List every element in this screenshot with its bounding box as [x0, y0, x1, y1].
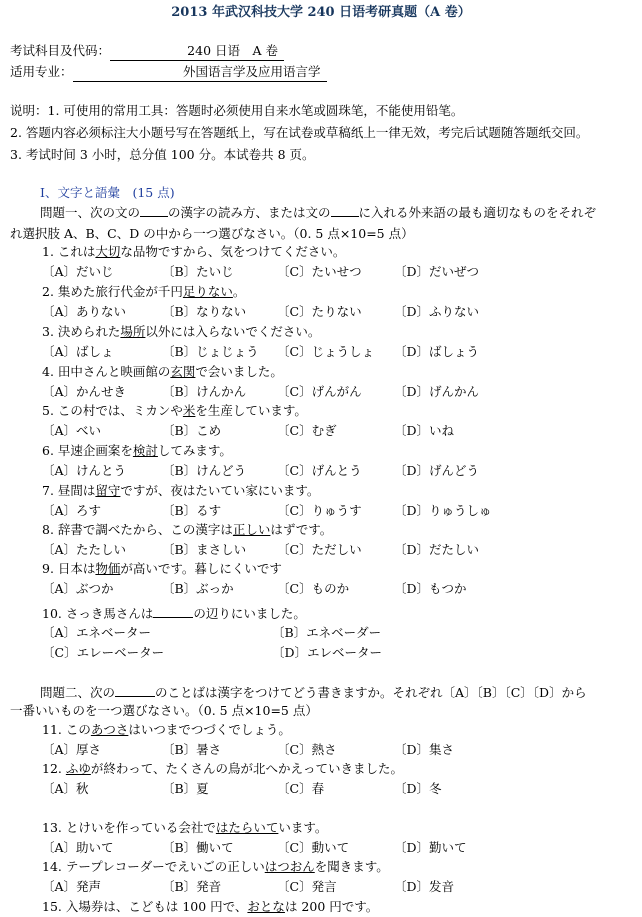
question-stem: [42, 442, 232, 460]
stem-text: 1. これは: [42, 244, 96, 259]
stem-text: 15. 入場券は、こどもは 100 円で、: [42, 899, 248, 914]
answer-option: 〔D〕集さ: [394, 742, 455, 757]
stem-text: います。: [278, 820, 328, 835]
answer-option: 〔B〕たいじ: [162, 264, 234, 279]
answer-option: 〔C〕発言: [277, 879, 337, 894]
underlined-word: ふゆ: [65, 761, 91, 776]
answer-option: 〔C〕たりない: [277, 304, 362, 319]
note-line-2: 2. 答题内容必须标注大小题号写在答题纸上，写在试卷或草稿纸上一律无效，考完后试题随答题纸交回。: [10, 125, 589, 140]
question-stem: [42, 819, 327, 837]
intro-text: に入れる外来語の最も適切なものをそれぞ: [358, 205, 597, 220]
question-stem: [42, 760, 403, 778]
section-2-intro: [40, 684, 587, 702]
question-10-stem: [42, 605, 306, 623]
q10-option-c: 〔C〕エレーベーター: [42, 645, 165, 660]
stem-text: 9. 日本は: [42, 561, 96, 576]
question-stem: [42, 363, 283, 381]
stem-text: 4. 田中さんと映画館の: [42, 364, 171, 379]
stem-text: な品物ですから、気をつけてください。: [120, 244, 346, 259]
major-label: 适用专业：: [10, 64, 73, 79]
stem-text: 14. テープレコーダーでえいごの正しい: [42, 859, 265, 874]
answer-option: 〔B〕なりない: [162, 304, 247, 319]
underlined-word: 米: [182, 403, 196, 418]
q10-option-a: 〔A〕エネベーター: [42, 625, 152, 640]
stem-text: 6. 早速企画案を: [42, 443, 133, 458]
answer-option: 〔C〕げんとう: [277, 463, 362, 478]
underlined-word: 留守: [95, 483, 121, 498]
stem-text: 以外には入らないでください。: [145, 324, 321, 339]
section-1-heading: Ⅰ、文字と語彙 (15 点): [40, 185, 175, 200]
stem-text: で会いました。: [195, 364, 283, 379]
blank-line: [153, 605, 193, 618]
stem-text: 5. この村では、ミカンや: [42, 403, 183, 418]
answer-option: 〔A〕ばしょ: [42, 344, 114, 359]
answer-option: 〔D〕ばしょう: [394, 344, 480, 359]
stem-text: 2. 集めた旅行代金が千円: [42, 284, 183, 299]
answer-option: 〔A〕けんとう: [42, 463, 127, 478]
intro-text: 問題一、次の文の: [40, 205, 141, 220]
answer-option: 〔C〕ただしい: [277, 542, 362, 557]
answer-option: 〔A〕厚さ: [42, 742, 102, 757]
answer-option: 〔C〕りゅうす: [277, 503, 362, 518]
answer-option: 〔B〕まさしい: [162, 542, 247, 557]
subject-line: [10, 42, 284, 61]
stem-text: 10. さっき馬さんは: [42, 606, 154, 621]
answer-option: 〔A〕たたしい: [42, 542, 127, 557]
underlined-word: 正しい: [232, 522, 271, 537]
answer-option: 〔B〕けんどう: [162, 463, 247, 478]
underlined-word: 大切: [95, 244, 121, 259]
answer-option: 〔C〕げんがん: [277, 384, 362, 399]
stem-text: 12.: [42, 761, 66, 776]
stem-text: 11. この: [42, 722, 91, 737]
question-stem: [42, 482, 319, 500]
answer-option: 〔A〕かんせき: [42, 384, 127, 399]
question-stem: [42, 402, 307, 420]
intro-text: のことばは漢字をつけてどう書きますか。それぞれ〔A〕〔B〕〔C〕〔D〕から: [155, 685, 587, 700]
answer-option: 〔D〕だたしい: [394, 542, 480, 557]
blank-line: [331, 204, 359, 217]
stem-text: 。: [232, 284, 246, 299]
stem-text: は 200 円です。: [284, 899, 379, 914]
question-stem: [42, 560, 282, 578]
answer-option: 〔A〕ありない: [42, 304, 127, 319]
q10-option-d: 〔D〕エレベーター: [272, 645, 383, 660]
answer-option: 〔B〕じょじょう: [162, 344, 259, 359]
answer-option: 〔D〕りゅうしゅ: [394, 503, 492, 518]
question-15-stem: [42, 898, 378, 916]
answer-option: 〔D〕ふりない: [394, 304, 480, 319]
answer-option: 〔B〕夏: [162, 781, 209, 796]
stem-text: を生産しています。: [195, 403, 307, 418]
answer-option: 〔B〕働いて: [162, 840, 234, 855]
underlined-word: 足りない: [182, 284, 233, 299]
answer-option: 〔D〕もつか: [394, 581, 467, 596]
major-value: 外国语言学及应用语言学: [73, 63, 327, 82]
answer-option: 〔C〕熱さ: [277, 742, 337, 757]
q10-option-b: 〔B〕エネベーダー: [272, 625, 382, 640]
answer-option: 〔B〕けんかん: [162, 384, 247, 399]
answer-option: 〔C〕春: [277, 781, 325, 796]
question-stem: [42, 858, 389, 876]
stem-text: を聞きます。: [314, 859, 389, 874]
note-line-3: 3. 考试时间 3 小时，总分值 100 分。本试卷共 8 页。: [10, 147, 315, 162]
underlined-word: 玄関: [170, 364, 196, 379]
answer-option: 〔D〕げんかん: [394, 384, 480, 399]
underlined-word: はつおん: [264, 859, 315, 874]
subject-label: 考试科目及代码：: [10, 43, 111, 58]
answer-option: 〔B〕発音: [162, 879, 222, 894]
stem-text: 7. 昼間は: [42, 483, 96, 498]
answer-option: 〔C〕ものか: [277, 581, 350, 596]
blank-line: [140, 204, 168, 217]
answer-option: 〔C〕動いて: [277, 840, 350, 855]
answer-option: 〔D〕いね: [394, 423, 455, 438]
answer-option: 〔A〕秋: [42, 781, 89, 796]
answer-option: 〔A〕発声: [42, 879, 102, 894]
page-title: 2013 年武汉科技大学 240 日语考研真题（A 卷）: [171, 5, 471, 20]
answer-option: 〔D〕发音: [394, 879, 455, 894]
underlined-word: 検討: [132, 443, 158, 458]
stem-text: が高いです。暮しにくいです: [120, 561, 282, 576]
underlined-word: あつさ: [90, 722, 129, 737]
answer-option: 〔C〕むぎ: [277, 423, 337, 438]
blank-line: [115, 684, 155, 697]
underlined-word: おとな: [247, 899, 285, 914]
answer-option: 〔C〕たいせつ: [277, 264, 362, 279]
underlined-word: はたらいて: [215, 820, 279, 835]
question-stem: [42, 721, 291, 739]
answer-option: 〔B〕ぶっか: [162, 581, 234, 596]
answer-option: 〔A〕べい: [42, 423, 102, 438]
answer-option: 〔A〕だいじ: [42, 264, 114, 279]
question-stem: [42, 323, 320, 341]
answer-option: 〔D〕冬: [394, 781, 442, 796]
answer-option: 〔A〕ぶつか: [42, 581, 114, 596]
intro-text: 問題二、次の: [40, 685, 116, 700]
answer-option: 〔D〕げんどう: [394, 463, 480, 478]
stem-text: 8. 辞書で調べたから、この漢字は: [42, 522, 233, 537]
intro-text: の漢字の読み方、または文の: [168, 205, 331, 220]
stem-text: の辺りにいました。: [193, 606, 306, 621]
underlined-word: 物価: [95, 561, 121, 576]
stem-text: はずです。: [270, 522, 333, 537]
stem-text: ですが、夜はたいてい家にいます。: [120, 483, 320, 498]
answer-option: 〔B〕暑さ: [162, 742, 222, 757]
answer-option: 〔B〕るす: [162, 503, 222, 518]
answer-option: 〔C〕じょうしょ: [277, 344, 375, 359]
note-line-1: 说明：1. 可使用的常用工具：答题时必须使用自来水笔或圆珠笔，不能使用铅笔。: [10, 103, 464, 118]
section-1-intro: [40, 204, 596, 222]
subject-value: 240 日语 A 卷: [110, 42, 284, 61]
answer-option: 〔D〕勤いて: [394, 840, 467, 855]
underlined-word: 場所: [120, 324, 146, 339]
answer-option: 〔D〕だいぜつ: [394, 264, 480, 279]
answer-option: 〔B〕こめ: [162, 423, 222, 438]
question-stem: [42, 521, 332, 539]
question-stem: [42, 243, 345, 261]
stem-text: 3. 決められた: [42, 324, 121, 339]
answer-option: 〔A〕ろす: [42, 503, 102, 518]
answer-option: 〔A〕助いて: [42, 840, 114, 855]
stem-text: 13. とけいを作っている会社で: [42, 820, 216, 835]
major-line: [10, 63, 327, 82]
stem-text: してみます。: [157, 443, 232, 458]
section-1-intro-line2: れ選択肢 A、B、C、D の中から一つ選びなさい。（0. 5 点×10=5 点）: [10, 226, 414, 241]
section-2-intro-line2: 一番いいものを一つ選びなさい。（0. 5 点×10=5 点）: [10, 703, 318, 718]
question-stem: [42, 283, 245, 301]
stem-text: が終わって、たくさんの鳥が北へかえっていきました。: [90, 761, 404, 776]
stem-text: はいつまでつづくでしょう。: [128, 722, 291, 737]
